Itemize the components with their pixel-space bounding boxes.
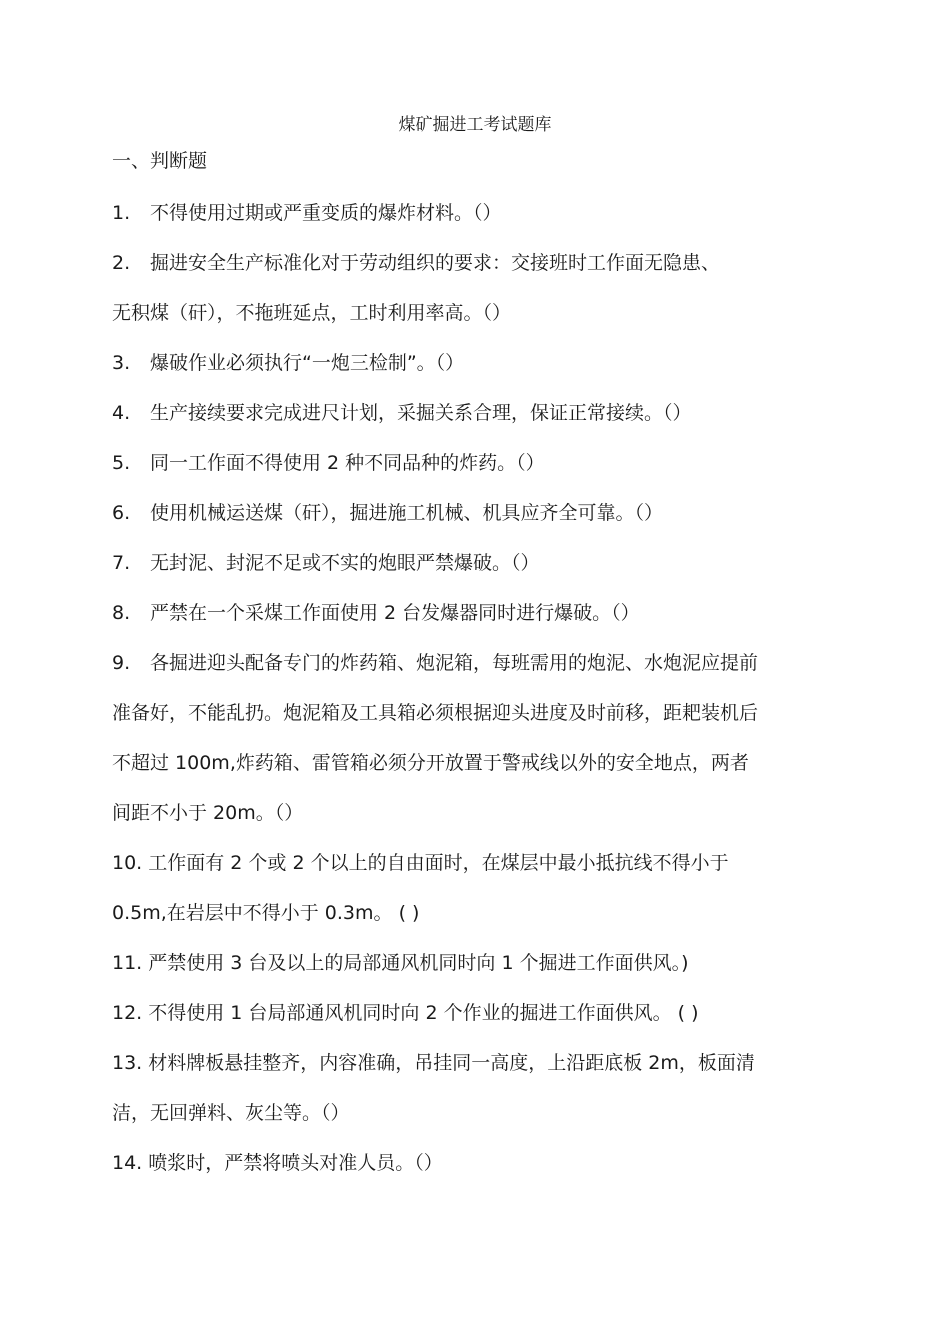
question-line [112,538,842,588]
question-text: 不得使用 1 台局部通风机同时向 2 个作业的掘进工作面供风。 ( ) [148,1002,699,1024]
question-line [112,838,842,888]
question-line [112,188,842,238]
question-number: 6. [112,502,131,524]
question-number: 1. [112,202,131,224]
question-text: 工作面有 2 个或 2 个以上的自由面时，在煤层中最小抵抗线不得小于 [148,852,729,874]
question-number: 4. [112,402,131,424]
question-number: 10. [112,852,143,874]
question-line [112,488,842,538]
question-text: 喷浆时，严禁将喷头对准人员。（） [148,1152,443,1174]
question-text: 爆破作业必须执行“一炮三检制”。（） [150,352,465,374]
question-line [112,238,842,288]
question-line [112,388,842,438]
section-heading: 一、判断题 [112,150,208,172]
question-line [112,938,842,988]
question-line-continued [112,888,842,938]
question-text: 0.5m,在岩层中不得小于 0.3m。 ( ) [112,902,420,924]
question-line [112,988,842,1038]
question-list [112,188,842,1188]
question-number: 5. [112,452,131,474]
question-text: 严禁使用 3 台及以上的局部通风机同时向 1 个掘进工作面供风。) [148,952,689,974]
question-number: 13. [112,1052,143,1074]
question-text: 洁，无回弹料、灰尘等。（） [112,1102,350,1124]
question-line-continued [112,288,842,338]
question-line [112,338,842,388]
question-text: 使用机械运送煤（矸），掘进施工机械、机具应齐全可靠。（） [150,502,664,524]
question-text: 严禁在一个采煤工作面使用 2 台发爆器同时进行爆破。（） [150,602,640,624]
question-number: 14. [112,1152,143,1174]
question-text: 材料牌板悬挂整齐，内容准确，吊挂同一高度，上沿距底板 2m，板面清 [148,1052,755,1074]
question-text: 掘进安全生产标准化对于劳动组织的要求：交接班时工作面无隐患、 [150,252,721,274]
question-text: 准备好，不能乱扔。炮泥箱及工具箱必须根据迎头进度及时前移，距耙装机后 [112,702,759,724]
question-number: 12. [112,1002,143,1024]
question-line [112,1138,842,1188]
document-title: 煤矿掘进工考试题库 [398,115,552,135]
question-text: 不得使用过期或严重变质的爆炸材料。（） [150,202,502,224]
question-text: 生产接续要求完成进尺计划，采掘关系合理，保证正常接续。（） [150,402,692,424]
question-line-continued [112,788,842,838]
question-text: 同一工作面不得使用 2 种不同品种的炸药。（） [150,452,545,474]
question-number: 3. [112,352,131,374]
question-line-continued [112,688,842,738]
question-line [112,638,842,688]
question-line [112,438,842,488]
question-line [112,588,842,638]
question-number: 2. [112,252,131,274]
question-number: 11. [112,952,143,974]
question-text: 不超过 100m,炸药箱、雷管箱必须分开放置于警戒线以外的安全地点，两者 [112,752,749,774]
question-text: 间距不小于 20m。（） [112,802,304,824]
question-number: 7. [112,552,131,574]
question-line-continued [112,1088,842,1138]
question-text: 各掘进迎头配备专门的炸药箱、炮泥箱，每班需用的炮泥、水炮泥应提前 [150,652,759,674]
question-number: 9. [112,652,131,674]
question-number: 8. [112,602,131,624]
question-text: 无积煤（矸），不拖班延点，工时利用率高。（） [112,302,512,324]
question-text: 无封泥、封泥不足或不实的炮眼严禁爆破。（） [150,552,540,574]
question-line [112,1038,842,1088]
question-line-continued [112,738,842,788]
